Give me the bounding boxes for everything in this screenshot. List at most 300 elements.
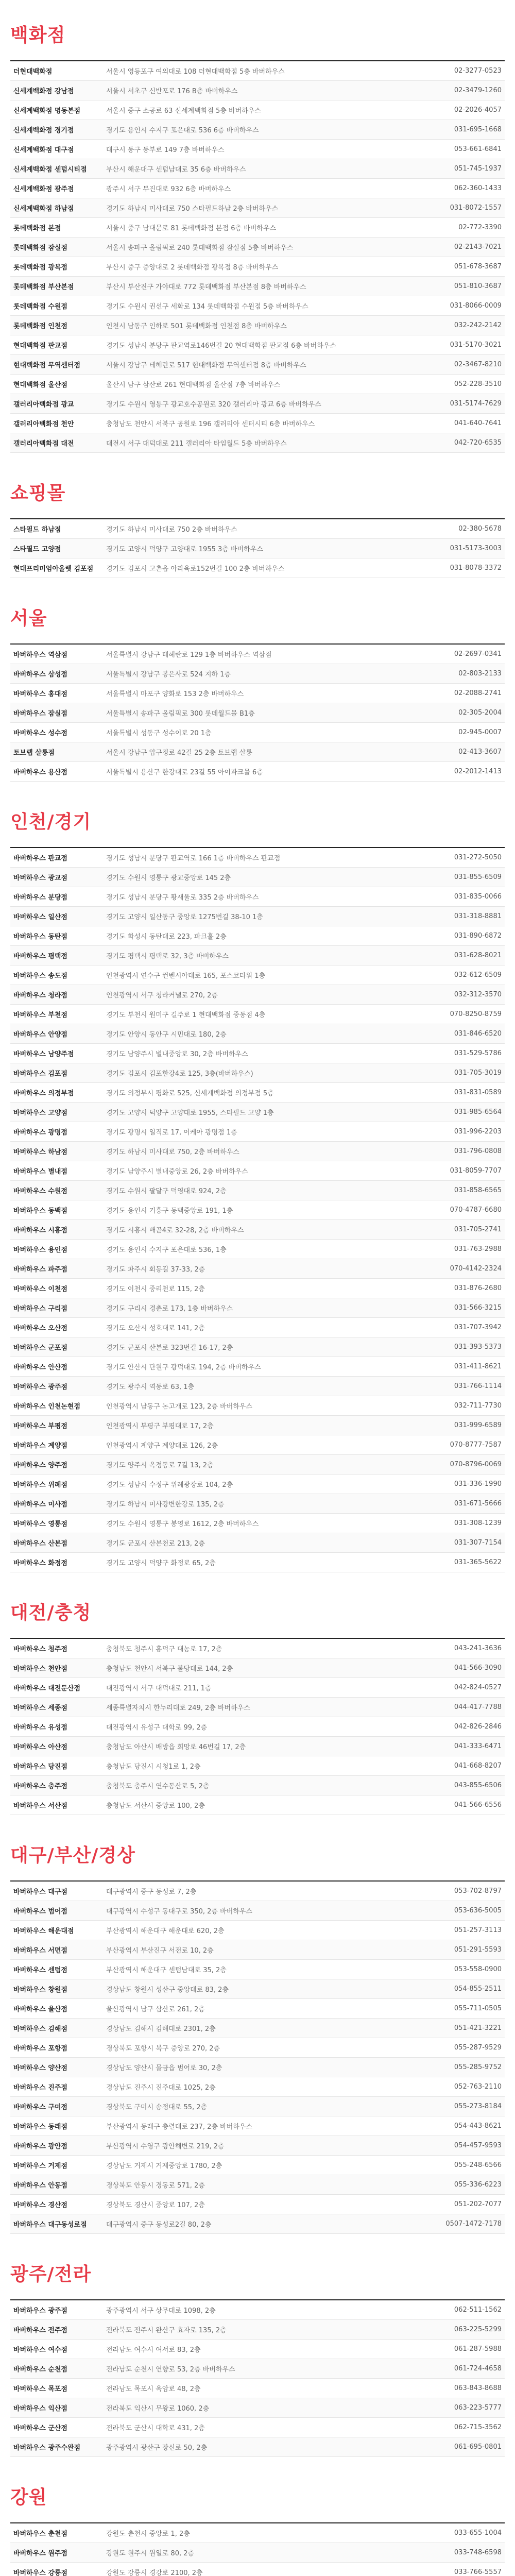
store-phone[interactable]: 0507-1472-7178 [445,2220,502,2228]
store-phone[interactable]: 031-846-6520 [454,1030,502,1038]
store-row [10,2523,505,2543]
store-name: 바버하우스 대구점 [13,1888,67,1896]
store-name: 바버하우스 세종점 [13,1704,67,1712]
store-phone[interactable]: 043-241-3636 [454,1645,502,1652]
store-name: 갤러리아백화점 광교 [13,401,74,409]
store-name: 현대프리미엄아울렛 김포점 [13,565,94,573]
store-address: 부산광역시 수영구 광안해변로 219, 2층 [106,2143,225,2150]
store-phone[interactable]: 02-305-2004 [458,709,502,717]
store-row [10,1240,505,1259]
store-address: 대구광역시 중구 동성로2길 80, 2층 [106,2221,212,2229]
store-phone[interactable]: 062-360-1433 [454,184,502,192]
store-name: 바버하우스 광교점 [13,874,67,882]
store-name: 바버하우스 창원점 [13,1986,67,1994]
store-name: 바버하우스 동백점 [13,1207,67,1215]
store-phone[interactable]: 070-4787-6680 [450,1206,502,1214]
store-phone[interactable]: 051-810-3687 [454,282,502,290]
store-phone[interactable]: 032-711-7730 [454,1402,502,1410]
store-address: 경기도 안양시 동안구 시민대로 180, 2층 [106,1031,227,1039]
store-row [10,140,505,159]
store-address: 경상북도 안동시 경동로 571, 2층 [106,2182,205,2190]
store-phone[interactable]: 031-985-6564 [454,1108,502,1116]
store-phone[interactable]: 041-333-6471 [454,1742,502,1750]
store-phone[interactable]: 031-796-0808 [454,1147,502,1155]
store-name: 바버하우스 충주점 [13,1783,67,1790]
store-phone[interactable]: 063-843-8688 [454,2384,502,2392]
store-name: 바버하우스 용산점 [13,769,67,776]
store-address: 부산시 중구 중앙대로 2 롯데백화점 광복점 8층 바버하우스 [106,264,279,272]
region-section [0,2462,515,2576]
store-address: 경기도 부천시 원미구 길주로 1 현대백화점 중동점 4층 [106,1011,266,1019]
store-phone[interactable]: 055-711-0505 [454,2005,502,2012]
store-phone[interactable]: 062-715-3562 [454,2424,502,2431]
store-name: 바버하우스 경산점 [13,2201,67,2209]
store-phone[interactable]: 032-242-2142 [454,321,502,329]
store-address: 전라북도 익산시 무왕로 1060, 2층 [106,2405,210,2413]
store-phone[interactable]: 054-457-9593 [454,2142,502,2149]
store-phone[interactable]: 061-287-5988 [454,2345,502,2353]
store-phone[interactable]: 031-272-5050 [454,854,502,861]
store-row [10,1737,505,1756]
store-name: 바버하우스 범어점 [13,1908,67,1916]
store-row [10,1357,505,1377]
store-address: 경기도 용인시 기흥구 동백중앙로 191, 1층 [106,1207,233,1215]
store-address: 충청남도 천안시 서북구 공원로 196 갤러리아 센터시티 6층 바버하우스 [106,420,315,428]
store-row [10,1181,505,1200]
store-phone[interactable]: 070-8250-8759 [450,1010,502,1018]
store-row [10,1083,505,1103]
store-name: 바버하우스 안동점 [13,2182,67,2190]
store-phone[interactable]: 031-628-8021 [454,952,502,959]
store-address: 서울특별시 강남구 봉은사로 524 지하 1층 [106,671,231,679]
store-address: 강원도 춘천시 중앙로 1, 2층 [106,2530,190,2538]
store-row [10,2320,505,2340]
store-row [10,1698,505,1717]
store-row [10,2136,505,2156]
store-phone[interactable]: 062-511-1562 [454,2306,502,2314]
store-address: 경기도 용인시 수지구 포은대로 536 6층 바버하우스 [106,127,259,134]
store-phone[interactable]: 031-831-0589 [454,1089,502,1096]
store-phone[interactable]: 051-291-5593 [454,1946,502,1954]
store-row [10,433,505,453]
store-phone[interactable]: 055-336-6223 [454,2181,502,2189]
store-row [10,355,505,375]
store-address: 경기도 수원시 영통구 광교호수공원로 320 갤러리아 광교 6층 바버하우스 [106,401,321,409]
region-title: 강원 [10,2487,47,2508]
store-phone[interactable]: 063-223-5777 [454,2404,502,2412]
store-phone[interactable]: 031-766-1114 [454,1382,502,1390]
store-phone[interactable]: 051-421-3221 [454,2024,502,2032]
store-address: 인천광역시 부평구 부평대로 17, 2층 [106,1422,214,1430]
store-phone[interactable]: 031-318-8881 [454,912,502,920]
store-phone[interactable]: 052-763-2110 [454,2083,502,2091]
store-phone[interactable]: 031-308-1239 [454,1519,502,1527]
store-phone[interactable]: 02-2026-4057 [454,106,502,114]
store-address: 인천광역시 서구 청라커낼로 270, 2층 [106,992,218,999]
store-phone[interactable]: 031-763-2988 [454,1245,502,1253]
store-phone[interactable]: 031-307-7154 [454,1539,502,1547]
store-row [10,2300,505,2320]
store-phone[interactable]: 070-8796-0069 [450,1461,502,1468]
store-row [10,887,505,907]
store-name: 바버하우스 김해점 [13,2025,67,2033]
store-name: 바버하우스 해운대점 [13,1927,74,1935]
store-address: 경기도 화성시 동탄대로 223, 파크홀 2층 [106,933,227,941]
store-phone[interactable]: 031-999-6589 [454,1421,502,1429]
store-phone[interactable]: 031-996-2203 [454,1128,502,1136]
store-name: 바버하우스 유성점 [13,1724,67,1732]
store-address: 경기도 양주시 옥정동로 7길 13, 2층 [106,1462,214,1469]
store-address: 경상남도 진주시 진주대로 1025, 2층 [106,2084,216,2092]
store-phone[interactable]: 031-705-2741 [454,1226,502,1233]
store-name: 바버하우스 군산점 [13,2425,67,2432]
store-phone[interactable]: 061-695-0801 [454,2443,502,2451]
store-row [10,100,505,120]
store-name: 롯데백화점 수원점 [13,303,67,311]
store-name: 신세계백화점 센텀시티점 [13,166,87,174]
store-phone[interactable]: 031-876-2680 [454,1284,502,1292]
store-address: 울산시 남구 삼산로 261 현대백화점 울산점 7층 바버하우스 [106,381,281,389]
store-row [10,2214,505,2234]
store-row [10,762,505,782]
store-name: 갤러리아백화점 대전 [13,440,74,448]
store-name: 바버하우스 안산점 [13,1364,67,1371]
store-row [10,2195,505,2214]
store-name: 신세계백화점 강남점 [13,88,74,95]
region-section [0,787,515,1578]
store-row [10,1200,505,1220]
store-address: 경상남도 창원시 성산구 중앙대로 83, 2층 [106,1986,229,1994]
store-address: 경상남도 거제시 거제중앙로 1780, 2층 [106,2162,222,2170]
store-address: 부산광역시 동래구 충렬대로 237, 2층 바버하우스 [106,2123,252,2131]
store-name: 스타필드 하남점 [13,526,61,534]
store-phone[interactable]: 031-671-5666 [454,1500,502,1507]
store-row [10,2097,505,2116]
store-phone[interactable]: 031-5173-3003 [450,545,502,552]
store-phone[interactable]: 032-612-6509 [454,971,502,979]
store-list [10,2299,505,2457]
store-name: 바버하우스 광명점 [13,1129,67,1137]
store-name: 바버하우스 광안점 [13,2143,67,2150]
store-row [10,1377,505,1396]
store-phone[interactable]: 02-2088-2741 [454,689,502,697]
store-phone[interactable]: 031-5174-7629 [450,400,502,408]
store-phone[interactable]: 031-566-3215 [454,1304,502,1312]
region-title: 백화점 [10,25,66,46]
store-phone[interactable]: 061-724-4658 [454,2365,502,2372]
store-phone[interactable]: 043-855-6506 [454,1782,502,1789]
store-phone[interactable]: 02-3277-0523 [454,67,502,75]
store-row [10,907,505,926]
store-name: 바버하우스 진주점 [13,2084,67,2092]
store-name: 바버하우스 영통점 [13,1520,67,1528]
store-row [10,2437,505,2457]
region-section [0,0,515,458]
store-name: 바버하우스 양산점 [13,2064,67,2072]
store-name: 바버하우스 안양점 [13,1031,67,1039]
store-row [10,1455,505,1475]
store-row [10,1940,505,1960]
store-phone[interactable]: 053-558-0900 [454,1965,502,1973]
store-phone[interactable]: 033-766-5557 [454,2568,502,2576]
store-name: 바버하우스 순천점 [13,2366,67,2374]
store-row [10,1776,505,1795]
store-name: 바버하우스 춘천점 [13,2530,67,2538]
store-row [10,1658,505,1678]
store-phone[interactable]: 053-636-5005 [454,1907,502,1914]
store-name: 바버하우스 송도점 [13,972,67,980]
store-phone[interactable]: 031-336-1990 [454,1480,502,1488]
store-phone[interactable]: 063-225-5299 [454,2326,502,2333]
store-phone[interactable]: 041-640-7641 [454,419,502,427]
store-row [10,1717,505,1737]
store-phone[interactable]: 031-5170-3021 [450,341,502,349]
store-phone[interactable]: 031-529-5786 [454,1049,502,1057]
store-address: 충청남도 천안시 서북구 불당대로 144, 2층 [106,1665,233,1673]
store-name: 바버하우스 양주점 [13,1462,67,1469]
store-name: 롯데백화점 부산본점 [13,283,74,291]
store-name: 바버하우스 목포점 [13,2385,67,2393]
store-phone[interactable]: 02-2143-7021 [454,243,502,251]
store-name: 바버하우스 계양점 [13,1442,67,1450]
store-name: 바버하우스 군포점 [13,1344,67,1352]
store-name: 바버하우스 광주점 [13,1383,67,1391]
store-phone[interactable]: 033-748-6598 [454,2549,502,2556]
store-phone[interactable]: 055-273-8184 [454,2103,502,2110]
store-row [10,414,505,433]
store-row [10,965,505,985]
store-phone[interactable]: 041-668-8207 [454,1762,502,1770]
store-phone[interactable]: 041-566-6556 [454,1801,502,1809]
store-row [10,1416,505,1435]
store-name: 바버하우스 오산점 [13,1325,67,1332]
store-address: 경기도 성남시 수정구 위례광장로 104, 2층 [106,1481,233,1489]
store-name: 바버하우스 위례점 [13,1481,67,1489]
store-phone[interactable]: 051-678-3687 [454,263,502,270]
store-name: 갤러리아백화점 천안 [13,420,74,428]
store-phone[interactable]: 042-824-0527 [454,1684,502,1691]
store-address: 경기도 광주시 역동로 63, 1층 [106,1383,195,1391]
store-phone[interactable]: 052-228-3510 [454,380,502,388]
store-address: 광주시 서구 무진대로 932 6층 바버하우스 [106,185,231,193]
store-address: 충청북도 충주시 연수동산로 5, 2층 [106,1783,210,1790]
store-row [10,1103,505,1122]
store-address: 경상북도 포항시 북구 중앙로 270, 2층 [106,2045,220,2053]
store-row [10,1220,505,1240]
store-phone[interactable]: 02-380-5678 [458,525,502,533]
store-phone[interactable]: 02-413-3607 [458,748,502,756]
store-address: 전라남도 여수시 여서로 83, 2층 [106,2346,201,2354]
store-row [10,1337,505,1357]
store-name: 바버하우스 원주점 [13,2550,67,2557]
store-row [10,519,505,539]
region-section [0,2239,515,2462]
store-row [10,257,505,277]
store-address: 부산시 해운대구 센텀남대로 35 6층 바버하우스 [106,166,246,174]
store-phone[interactable]: 055-248-6566 [454,2161,502,2169]
store-phone[interactable]: 031-365-5622 [454,1558,502,1566]
store-address: 충청남도 서산시 중앙로 100, 2층 [106,1802,205,1810]
store-address: 서울특별시 용산구 한강대로 23길 55 아이파크몰 6층 [106,769,263,776]
store-row [10,1533,505,1553]
store-row [10,159,505,179]
store-list [10,643,505,782]
store-phone[interactable]: 02-2697-0341 [454,650,502,658]
store-row [10,1005,505,1024]
store-row [10,1063,505,1083]
store-name: 바버하우스 산본점 [13,1540,67,1548]
store-phone[interactable]: 02-803-2133 [458,670,502,677]
store-address: 경기도 하남시 미사강변한강로 135, 2층 [106,1501,225,1509]
region-section [0,1578,515,1820]
store-phone[interactable]: 044-417-7788 [454,1703,502,1711]
store-address: 경기도 이천시 중리천로 115, 2층 [106,1285,205,1293]
store-phone[interactable]: 02-2012-1413 [454,768,502,775]
store-phone[interactable]: 02-772-3390 [458,224,502,231]
store-name: 바버하우스 고양점 [13,1109,67,1117]
store-row [10,868,505,887]
store-row [10,1122,505,1142]
store-name: 바버하우스 성수점 [13,730,67,737]
store-phone[interactable]: 031-890-6872 [454,932,502,940]
store-name: 바버하우스 하남점 [13,1148,67,1156]
store-row [10,218,505,238]
store-phone[interactable]: 053-702-8797 [454,1887,502,1895]
store-address: 서울시 강남구 테헤란로 517 현대백화점 무역센터점 8층 바버하우스 [106,362,306,369]
store-row [10,2543,505,2563]
store-address: 충청남도 아산시 배방읍 희망로 46번길 17, 2층 [106,1743,246,1751]
store-phone[interactable]: 031-393-5373 [454,1343,502,1351]
store-address: 대전광역시 서구 대덕대로 211, 1층 [106,1685,212,1692]
store-phone[interactable]: 031-858-6565 [454,1187,502,1194]
store-address: 경기도 군포시 산본로 323번길 16-17, 2층 [106,1344,233,1352]
store-address: 경기도 광명시 일직로 17, 이케아 광명점 1층 [106,1129,237,1137]
store-row [10,985,505,1005]
store-name: 바버하우스 시흥점 [13,1227,67,1234]
store-row [10,2418,505,2437]
store-phone[interactable]: 031-411-8621 [454,1363,502,1370]
store-name: 바버하우스 남양주점 [13,1050,74,1058]
store-name: 더현대백화점 [13,68,53,76]
store-phone[interactable]: 051-257-3113 [454,1926,502,1934]
store-address: 인천시 남동구 인하로 501 롯데백화점 인천점 8층 바버하우스 [106,323,287,330]
store-phone[interactable]: 033-655-1004 [454,2529,502,2537]
store-phone[interactable]: 02-3479-1260 [454,87,502,94]
store-phone[interactable]: 054-855-2511 [454,1985,502,1993]
store-phone[interactable]: 053-661-6841 [454,145,502,153]
store-address: 경기도 수원시 권선구 세화로 134 롯데백화점 수원점 5층 바버하우스 [106,303,308,311]
store-address: 경기도 수원시 영통구 광교중앙로 145 2층 [106,874,231,882]
store-phone[interactable]: 031-695-1668 [454,126,502,133]
store-row [10,645,505,664]
store-phone[interactable]: 042-826-2846 [454,1723,502,1731]
store-address: 경기도 고양시 덕양구 고양대로 1955 3층 바버하우스 [106,546,263,553]
store-row [10,1795,505,1815]
store-phone[interactable]: 054-443-8621 [454,2122,502,2130]
store-row [10,1318,505,1337]
store-name: 바버하우스 삼성점 [13,671,67,679]
store-row [10,61,505,81]
store-phone[interactable]: 031-707-3942 [454,1324,502,1331]
store-row [10,1901,505,1921]
store-row [10,1882,505,1901]
store-name: 바버하우스 별내점 [13,1168,67,1176]
store-row [10,1298,505,1318]
store-phone[interactable]: 031-8072-1557 [450,204,502,212]
store-name: 롯데백화점 인천점 [13,323,67,330]
store-address: 경기도 안산시 단원구 광덕대로 194, 2층 바버하우스 [106,1364,261,1371]
store-name: 신세계백화점 명동본점 [13,107,81,115]
store-name: 바버하우스 김포점 [13,1070,67,1078]
store-phone[interactable]: 031-855-6509 [454,873,502,881]
store-address: 경기도 고양시 덕양구 고양대로 1955, 스타필드 고양 1층 [106,1109,274,1117]
store-phone[interactable]: 051-745-1937 [454,165,502,173]
store-phone[interactable]: 051-202-7077 [454,2200,502,2208]
store-phone[interactable]: 02-3467-8210 [454,361,502,368]
store-name: 바버하우스 파주점 [13,1266,67,1274]
region-title: 대전/충청 [10,1602,92,1623]
store-phone[interactable]: 031-8078-3372 [450,564,502,572]
store-name: 바버하우스 화정점 [13,1560,67,1567]
store-phone[interactable]: 031-8066-0009 [450,302,502,310]
store-row [10,1024,505,1044]
store-address: 서울시 영등포구 여의대로 108 더현대백화점 5층 바버하우스 [106,68,285,76]
store-name: 바버하우스 홍대점 [13,690,67,698]
store-name: 토브랩 살롱점 [13,749,55,757]
store-address: 경기도 시흥시 배곧4로 32-28, 2층 바버하우스 [106,1227,244,1234]
store-row [10,664,505,684]
store-phone[interactable]: 055-285-9752 [454,2063,502,2071]
store-name: 스타필드 고양점 [13,546,61,553]
region-section [0,1820,515,2239]
store-name: 바버하우스 인천논현점 [13,1403,81,1411]
store-name: 바버하우스 서면점 [13,1947,67,1955]
store-phone[interactable]: 042-720-6535 [454,439,502,447]
store-row [10,316,505,335]
store-phone[interactable]: 041-566-3090 [454,1664,502,1672]
store-phone[interactable]: 031-705-3019 [454,1069,502,1077]
store-row [10,1044,505,1063]
store-address: 부산광역시 해운대구 센텀남대로 35, 2층 [106,1967,227,1974]
store-phone[interactable]: 055-287-9529 [454,2044,502,2052]
store-name: 바버하우스 광주점 [13,2307,67,2315]
store-name: 바버하우스 부평점 [13,1422,67,1430]
store-row [10,684,505,703]
store-phone[interactable]: 070-8777-7587 [450,1441,502,1449]
store-name: 바버하우스 당진점 [13,1763,67,1771]
store-name: 롯데백화점 잠실점 [13,244,67,252]
store-name: 바버하우스 잠실점 [13,710,67,718]
store-phone[interactable]: 031-8059-7707 [450,1167,502,1175]
store-row [10,703,505,723]
store-row [10,2058,505,2077]
region-title: 광주/전라 [10,2264,92,2285]
store-row [10,335,505,355]
store-phone[interactable]: 02-945-0007 [458,728,502,736]
store-address: 부산광역시 해운대구 해운대로 620, 2층 [106,1927,225,1935]
store-name: 바버하우스 강릉점 [13,2569,67,2576]
store-row [10,1960,505,1979]
store-row [10,2116,505,2136]
store-address: 경상북도 구미시 송정대로 55, 2층 [106,2104,208,2111]
store-phone[interactable]: 031-835-0066 [454,893,502,901]
store-name: 바버하우스 용인점 [13,1246,67,1254]
store-name: 바버하우스 청주점 [13,1646,67,1653]
region-section [0,583,515,787]
store-address: 서울시 중구 소공로 63 신세계백화점 5층 바버하우스 [106,107,261,115]
store-phone[interactable]: 070-4142-2324 [450,1265,502,1273]
store-phone[interactable]: 032-312-3570 [454,991,502,998]
